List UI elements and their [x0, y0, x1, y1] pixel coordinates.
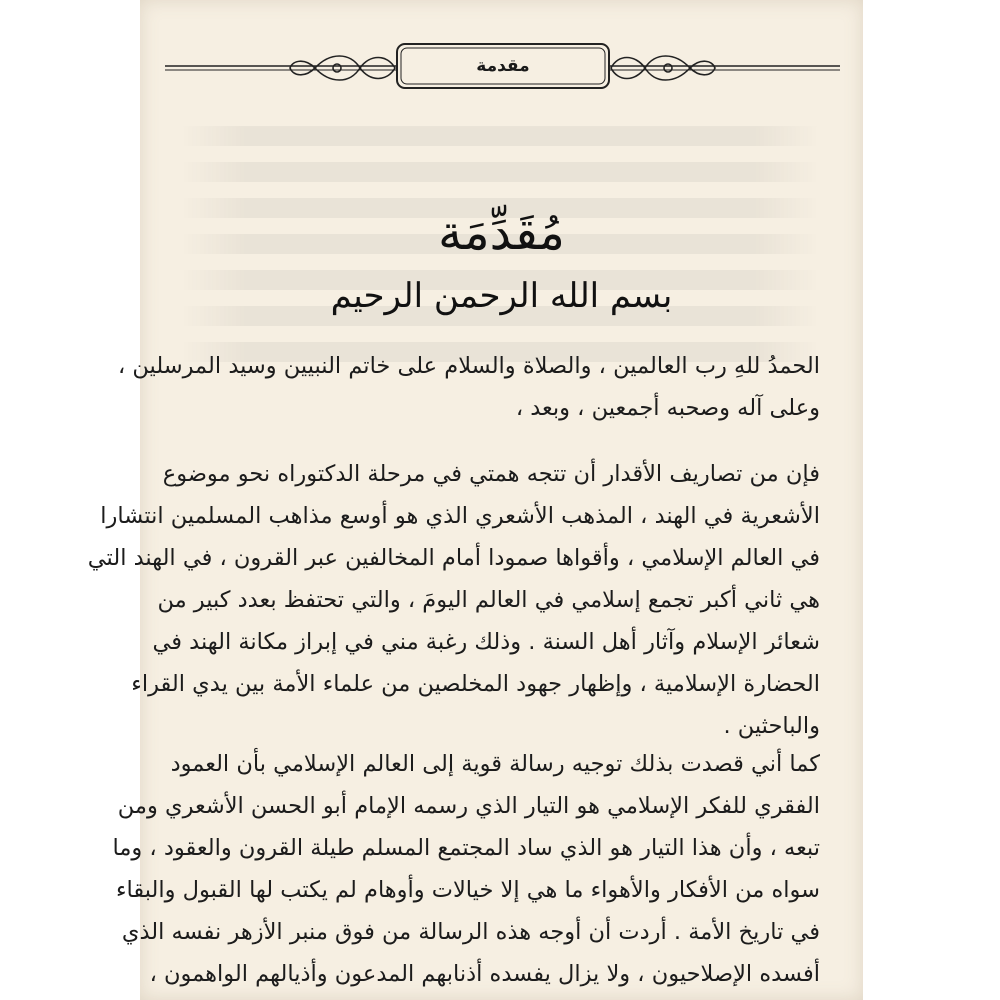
text-line: الأشعرية في الهند ، المذهب الأشعري الذي هو أوسع مذاهب المسلمين انتشارا — [100, 503, 820, 529]
text-line: سواه من الأفكار والأهواء ما هي إلا خيالات وأوهام لم يكتب لها القبول والبقاء — [115, 877, 820, 903]
text-line: في العالم الإسلامي ، وأقواها صمودا أمام المخالفين عبر القرون ، في الهند التي — [87, 545, 820, 571]
book-page — [87, 0, 863, 1000]
text-line: تبعه ، وأن هذا التيار هو الذي ساد المجتمع المسلم طيلة القرون والعقود ، وما — [112, 835, 820, 861]
text-line: كما أني قصدت بذلك توجيه رسالة قوية إلى العالم الإسلامي بأن العمود — [170, 751, 820, 777]
text-line: أفسده الإصلاحيون ، ولا يزال يفسده أذنابهم المدعون وأذيالهم الواهمون ، — [149, 961, 820, 987]
text-line: هي ثاني أكبر تجمع إسلامي في العالم اليومَ ، والتي تحتفظ بعدد كبير من — [157, 587, 820, 613]
text-line: وعلى آله وصحبه أجمعين ، وبعد ، — [515, 395, 820, 421]
text-line: الحضارة الإسلامية ، وإظهار جهود المخلصين من علماء الأمة بين يدي القراء — [131, 671, 820, 697]
chapter-title-calligraphy: مُقَدِّمَة — [438, 205, 565, 261]
text-line: فإن من تصاريف الأقدار أن تتجه همتي في مرحلة الدكتوراه نحو موضوع — [162, 461, 820, 487]
header-title: مقدمة — [476, 56, 530, 76]
basmala-calligraphy: بسم الله الرحمن الرحيم — [330, 276, 673, 316]
text-line: الحمدُ للهِ رب العالمين ، والصلاة والسلام على خاتم النبيين وسيد المرسلين ، — [118, 353, 820, 379]
text-line: والباحثين . — [723, 713, 820, 739]
page-header — [165, 30, 840, 100]
paragraph-1 — [118, 345, 820, 429]
text-line: شعائر الإسلام وآثار أهل السنة . وذلك رغبة مني في إبراز مكانة الهند في — [152, 629, 820, 655]
text-line: في تاريخ الأمة . أردت أن أوجه هذه الرسالة من فوق منبر الأزهر نفسه الذي — [121, 919, 820, 945]
paragraph-3 — [112, 743, 820, 995]
text-line: الفقري للفكر الإسلامي هو التيار الذي رسمه الإمام أبو الحسن الأشعري ومن — [117, 793, 820, 819]
paragraph-2 — [87, 453, 820, 747]
